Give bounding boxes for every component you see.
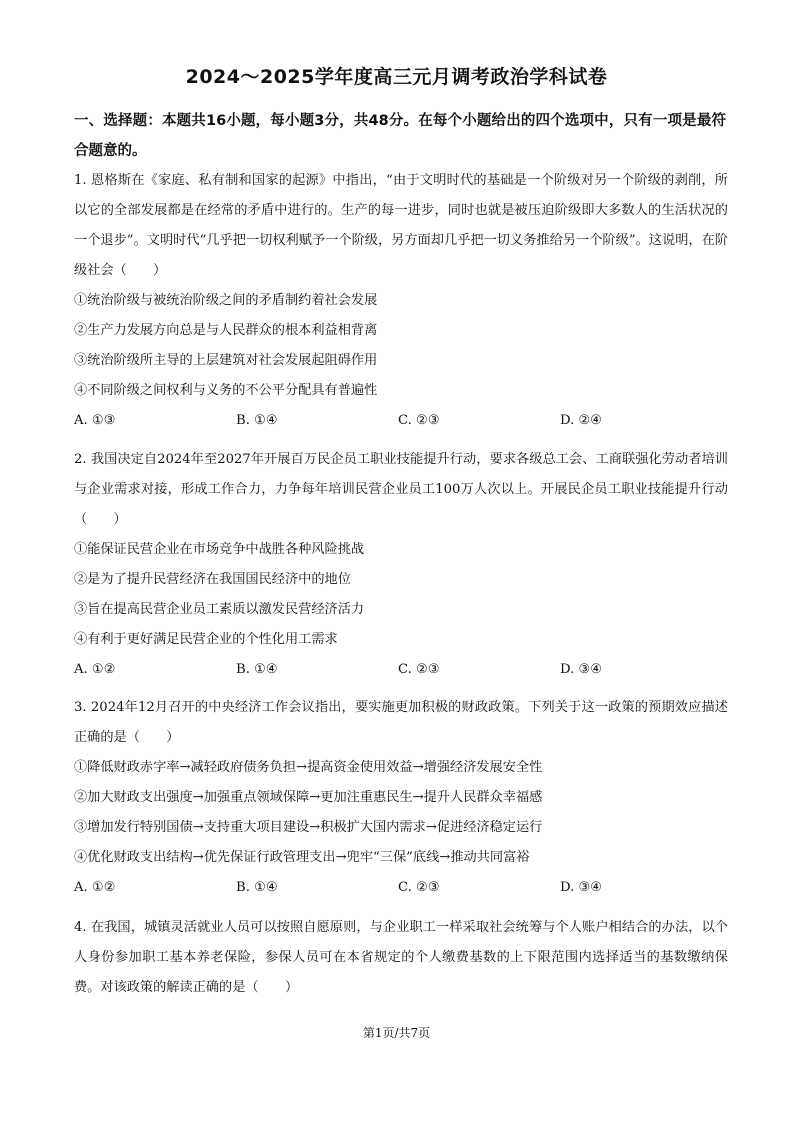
statement-option: ①能保证民营企业在市场竞争中战胜各种风险挑战 bbox=[74, 542, 365, 557]
statement-option: ②加大财政支出强度→加强重点领域保障→更加注重惠民生→提升人民群众幸福感 bbox=[74, 790, 543, 805]
statement-option: ②是为了提升民营经济在我国国民经济中的地位 bbox=[74, 572, 351, 587]
question-stem: 2. 我国决定自2024年至2027年开展百万民企员工职业技能提升行动，要求各级总工会、工商联强化劳动者培训与企业需求对接，形成工作合力，力争每年培训民营企业员工100万人次以上。开展民企员工职业技能提升行动（ ） bbox=[74, 452, 728, 527]
choice-c: C. ②③ bbox=[398, 662, 440, 677]
choice-b: B. ①④ bbox=[236, 662, 278, 677]
choice-c: C. ②③ bbox=[398, 880, 440, 895]
statement-option: ④不同阶级之间权利与义务的不公平分配具有普遍性 bbox=[74, 383, 378, 398]
choice-d: D. ③④ bbox=[560, 662, 603, 677]
section-heading: 一、选择题：本题共16小题，每小题3分，共48分。在每个小题给出的四个选项中，只有一项是最符合题意的。 bbox=[74, 113, 726, 159]
choice-a: A. ①② bbox=[74, 880, 116, 895]
question-stem: 1. 恩格斯在《家庭、私有制和国家的起源》中指出，“由于文明时代的基础是一个阶级对另一个阶级的剥削，所以它的全部发展都是在经常的矛盾中进行的。生产的每一进步，同时也就是被压迫阶级即大多数人的生活状况的一个退步”。文明时代“几乎把一切权利赋予一个阶级，另方面却几乎把一切义务推给另一个阶级”。这说明，在阶级社会（ ） bbox=[74, 173, 728, 278]
question-1 bbox=[74, 166, 728, 436]
statement-option: ③旨在提高民营企业员工素质以激发民营经济活力 bbox=[74, 602, 365, 617]
statement-option: ①降低财政赤字率→减轻政府债务负担→提高资金使用效益→增强经济发展安全性 bbox=[74, 760, 543, 775]
statement-option: ②生产力发展方向总是与人民群众的根本利益相背离 bbox=[74, 323, 378, 338]
statement-option: ①统治阶级与被统治阶级之间的矛盾制约着社会发展 bbox=[74, 293, 378, 308]
statement-option: ④优化财政支出结构→优先保证行政管理支出→兜牢“三保”底线→推动共同富裕 bbox=[74, 850, 530, 865]
answer-choices bbox=[74, 873, 728, 903]
choice-a: A. ①③ bbox=[74, 413, 116, 428]
statement-option: ③增加发行特别国债→支持重大项目建设→积极扩大国内需求→促进经济稳定运行 bbox=[74, 820, 543, 835]
choice-d: D. ③④ bbox=[560, 880, 603, 895]
statement-option: ③统治阶级所主导的上层建筑对社会发展起阻碍作用 bbox=[74, 353, 378, 368]
question-stem: 4. 在我国，城镇灵活就业人员可以按照自愿原则，与企业职工一样采取社会统筹与个人账户相结合的办法，以个人身份参加职工基本养老保险，参保人员可在本省规定的个人缴费基数的上下限范围内选择适当的基数缴纳保费。对该政策的解读正确的是（ ） bbox=[74, 920, 728, 995]
choice-b: B. ①④ bbox=[236, 413, 278, 428]
question-stem: 3. 2024年12月召开的中央经济工作会议指出，要实施更加积极的财政政策。下列关于这一政策的预期效应描述正确的是（ ） bbox=[74, 700, 728, 745]
choice-c: C. ②③ bbox=[398, 413, 440, 428]
question-3 bbox=[74, 693, 728, 903]
choice-a: A. ①② bbox=[74, 662, 116, 677]
answer-choices bbox=[74, 406, 728, 436]
question-2 bbox=[74, 445, 728, 685]
statement-option: ④有利于更好满足民营企业的个性化用工需求 bbox=[74, 632, 338, 647]
choice-b: B. ①④ bbox=[236, 880, 278, 895]
choice-d: D. ②④ bbox=[560, 413, 603, 428]
question-4 bbox=[74, 913, 728, 1003]
exam-title: 2024～2025学年度高三元月调考政治学科试卷 bbox=[185, 66, 608, 88]
answer-choices bbox=[74, 655, 728, 685]
page-number: 第1页/共7页 bbox=[362, 1026, 431, 1040]
